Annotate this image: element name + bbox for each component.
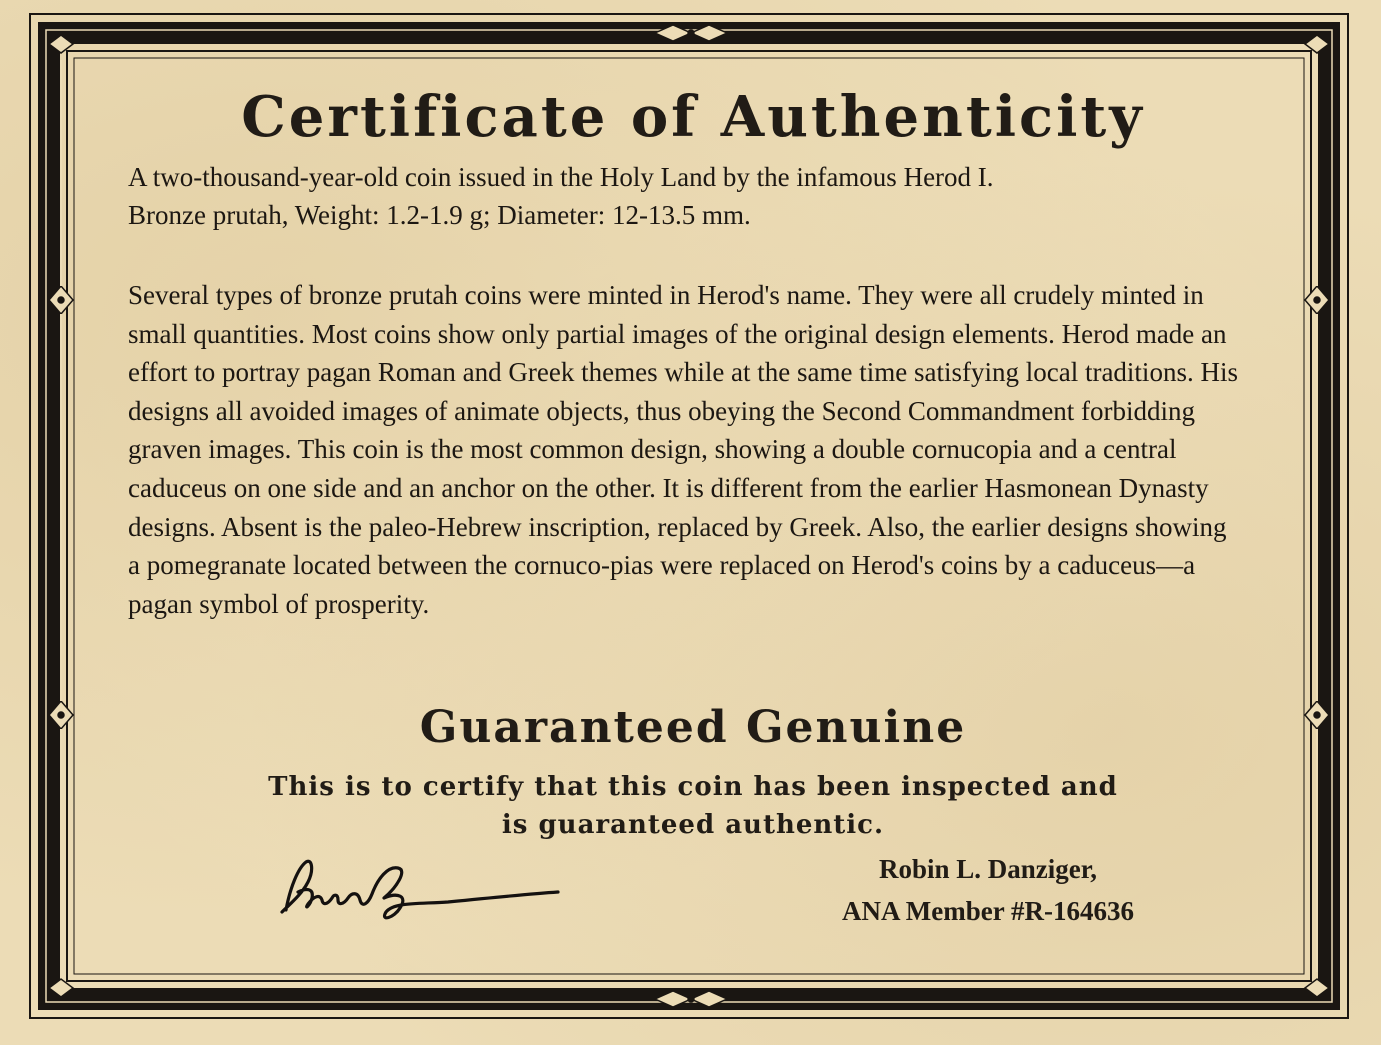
certification-line-2: is guaranteed authentic.: [501, 810, 885, 840]
certificate-content: [128, 70, 1258, 950]
certification-statement: [188, 768, 1198, 844]
signer-block: [778, 848, 1198, 932]
signer-name: Robin L. Danziger,: [878, 854, 1098, 884]
certificate-title: Certificate of Authenticity: [241, 84, 1145, 150]
coin-summary: [128, 158, 1258, 234]
coin-origin-line: A two-thousand-year-old coin issued in the Holy Land by the infamous Herod I.: [128, 162, 994, 192]
signer-membership: ANA Member #R-164636: [842, 896, 1134, 926]
signature-icon: [268, 848, 568, 938]
coin-description: Several types of bronze prutah coins were minted in Herod's name. They were all crudely minted in small quantities. Most coins show only partial images of the original design elements. Herod made an effort to portray pagan Roman and Greek themes while at the same time satisfying local traditions. His designs all avoided images of animate objects, thus obeying the Second Commandment forbidding graven images. This coin is the most common design, showing a double cornucopia and a central caduceus on one side and an anchor on the other. It is different from the earlier Hasmonean Dynasty designs. Absent is the paleo-Hebrew inscription, replaced by Greek. Also, the earlier designs showing a pomegranate located between the cornuco-pias were replaced on Herod's coins by a caduceus—a pagan symbol of prosperity.: [128, 280, 1238, 619]
coin-specs-line: Bronze prutah, Weight: 1.2-1.9 g; Diameter: 12-13.5 mm.: [128, 200, 751, 230]
certification-line-1: This is to certify that this coin has been inspected and: [268, 772, 1118, 802]
guarantee-heading: Guaranteed Genuine: [419, 702, 967, 753]
